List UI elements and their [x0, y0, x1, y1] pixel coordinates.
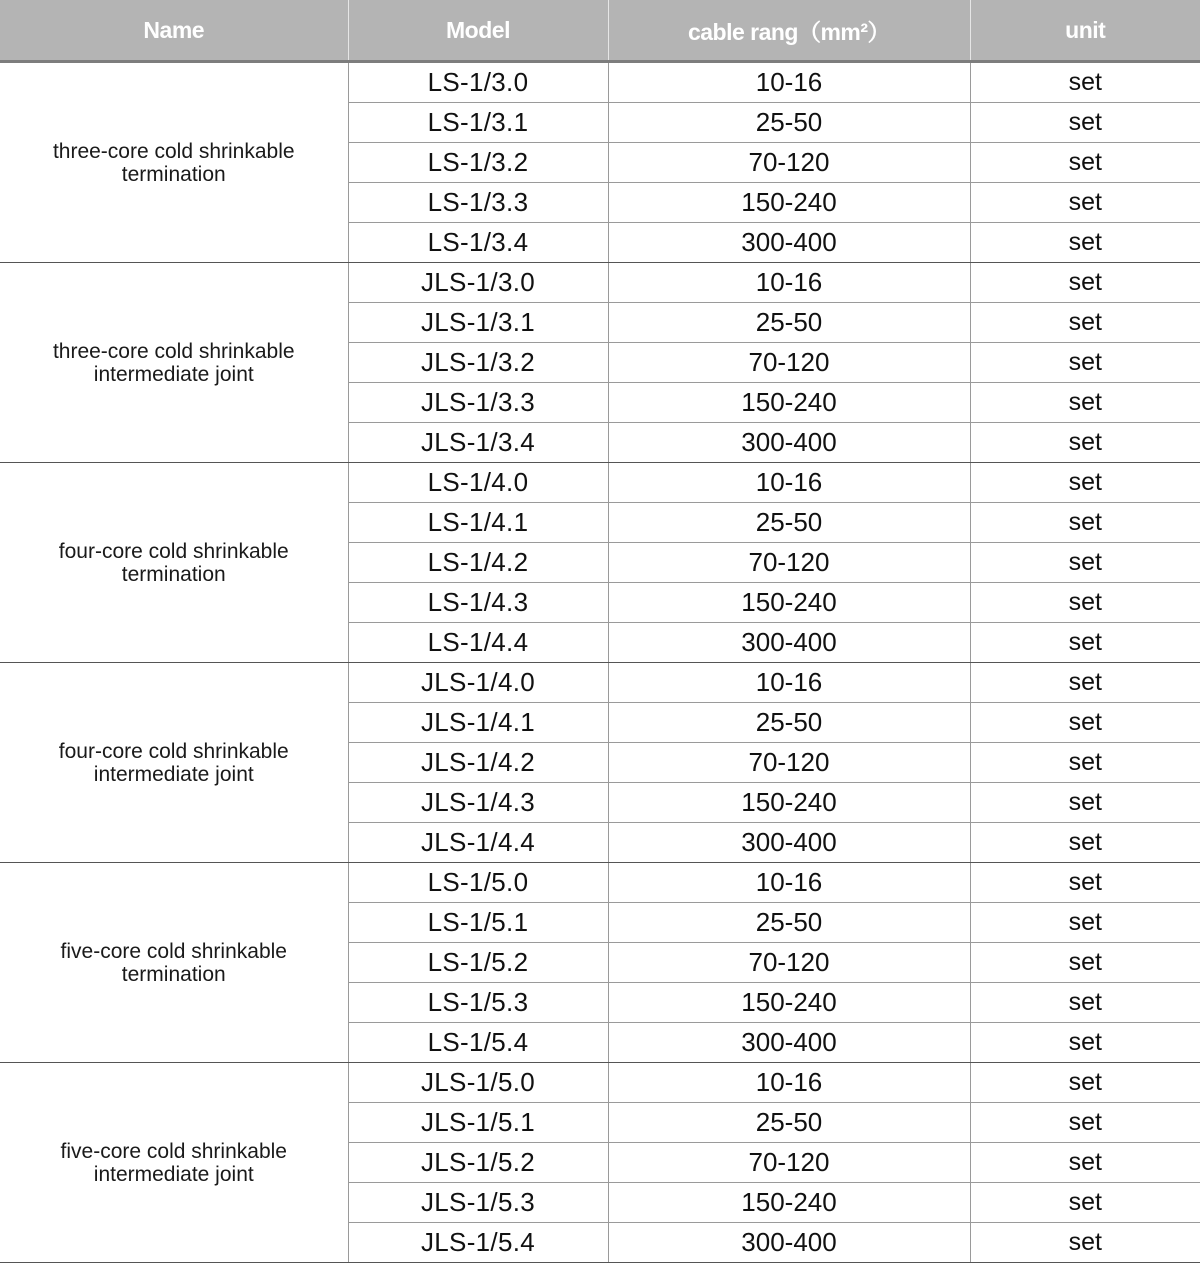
cable-range-cell: 70-120 — [608, 943, 970, 983]
table-row — [0, 62, 1200, 103]
unit-cell: set — [970, 943, 1200, 983]
unit-cell: set — [970, 183, 1200, 223]
model-cell: LS-1/4.1 — [348, 503, 608, 543]
cable-range-cell: 25-50 — [608, 703, 970, 743]
unit-cell: set — [970, 463, 1200, 503]
unit-cell: set — [970, 503, 1200, 543]
cable-range-cell: 150-240 — [608, 783, 970, 823]
product-name-cell — [0, 263, 348, 463]
unit-cell: set — [970, 1103, 1200, 1143]
unit-cell: set — [970, 823, 1200, 863]
table-row — [0, 663, 1200, 703]
model-cell: JLS-1/4.4 — [348, 823, 608, 863]
model-cell: JLS-1/3.3 — [348, 383, 608, 423]
unit-cell: set — [970, 903, 1200, 943]
cable-range-cell: 150-240 — [608, 983, 970, 1023]
unit-cell: set — [970, 1063, 1200, 1103]
unit-cell: set — [970, 223, 1200, 263]
model-cell: JLS-1/3.4 — [348, 423, 608, 463]
product-name-cell — [0, 663, 348, 863]
product-name-cell — [0, 1063, 348, 1263]
cable-range-cell: 150-240 — [608, 383, 970, 423]
model-cell: LS-1/5.1 — [348, 903, 608, 943]
model-cell: LS-1/3.1 — [348, 103, 608, 143]
unit-cell: set — [970, 1023, 1200, 1063]
cable-range-cell: 150-240 — [608, 1183, 970, 1223]
cable-range-cell: 10-16 — [608, 62, 970, 103]
unit-cell: set — [970, 623, 1200, 663]
unit-cell: set — [970, 703, 1200, 743]
unit-cell: set — [970, 1143, 1200, 1183]
header-model: Model — [348, 0, 608, 62]
unit-cell: set — [970, 863, 1200, 903]
cable-range-cell: 25-50 — [608, 103, 970, 143]
unit-cell: set — [970, 583, 1200, 623]
table-row — [0, 1063, 1200, 1103]
model-cell: LS-1/5.4 — [348, 1023, 608, 1063]
cable-range-cell: 300-400 — [608, 623, 970, 663]
header-cable-range: cable rang（mm²） — [608, 0, 970, 62]
cable-range-cell: 70-120 — [608, 343, 970, 383]
unit-cell: set — [970, 1223, 1200, 1263]
cable-range-cell: 10-16 — [608, 663, 970, 703]
model-cell: JLS-1/4.1 — [348, 703, 608, 743]
model-cell: LS-1/5.0 — [348, 863, 608, 903]
cable-range-cell: 10-16 — [608, 263, 970, 303]
cable-range-cell: 70-120 — [608, 143, 970, 183]
model-cell: LS-1/3.3 — [348, 183, 608, 223]
unit-cell: set — [970, 543, 1200, 583]
product-name: five-core cold shrinkable termination — [60, 939, 287, 986]
model-cell: LS-1/4.2 — [348, 543, 608, 583]
product-name: five-core cold shrinkable intermediate joint — [60, 1139, 287, 1186]
model-cell: JLS-1/5.0 — [348, 1063, 608, 1103]
product-name-cell — [0, 463, 348, 663]
model-cell: JLS-1/5.4 — [348, 1223, 608, 1263]
cable-range-cell: 300-400 — [608, 1023, 970, 1063]
header-name: Name — [0, 0, 348, 62]
header-row — [0, 0, 1200, 62]
table-row — [0, 863, 1200, 903]
unit-cell: set — [970, 383, 1200, 423]
model-cell: LS-1/3.0 — [348, 62, 608, 103]
header-unit: unit — [970, 0, 1200, 62]
unit-cell: set — [970, 303, 1200, 343]
unit-cell: set — [970, 983, 1200, 1023]
unit-cell: set — [970, 62, 1200, 103]
model-cell: JLS-1/4.3 — [348, 783, 608, 823]
product-name-cell — [0, 62, 348, 263]
product-name: three-core cold shrinkable intermediate joint — [52, 339, 295, 386]
unit-cell: set — [970, 1183, 1200, 1223]
model-cell: JLS-1/5.3 — [348, 1183, 608, 1223]
cable-range-cell: 70-120 — [608, 1143, 970, 1183]
unit-cell: set — [970, 143, 1200, 183]
model-cell: LS-1/3.2 — [348, 143, 608, 183]
table-row — [0, 263, 1200, 303]
table-body — [0, 62, 1200, 1263]
cable-range-cell: 25-50 — [608, 503, 970, 543]
model-cell: JLS-1/4.0 — [348, 663, 608, 703]
unit-cell: set — [970, 343, 1200, 383]
unit-cell: set — [970, 783, 1200, 823]
cable-range-cell: 25-50 — [608, 1103, 970, 1143]
cable-range-cell: 10-16 — [608, 1063, 970, 1103]
cable-range-cell: 300-400 — [608, 223, 970, 263]
cable-range-cell: 300-400 — [608, 1223, 970, 1263]
model-cell: LS-1/5.3 — [348, 983, 608, 1023]
model-cell: LS-1/5.2 — [348, 943, 608, 983]
unit-cell: set — [970, 423, 1200, 463]
cable-range-cell: 10-16 — [608, 863, 970, 903]
product-name: four-core cold shrinkable termination — [58, 539, 289, 586]
model-cell: JLS-1/3.2 — [348, 343, 608, 383]
unit-cell: set — [970, 663, 1200, 703]
table-header — [0, 0, 1200, 62]
model-cell: LS-1/3.4 — [348, 223, 608, 263]
model-cell: LS-1/4.0 — [348, 463, 608, 503]
unit-cell: set — [970, 103, 1200, 143]
cable-range-cell: 70-120 — [608, 543, 970, 583]
model-cell: JLS-1/4.2 — [348, 743, 608, 783]
cable-range-cell: 70-120 — [608, 743, 970, 783]
cable-range-cell: 10-16 — [608, 463, 970, 503]
cable-range-cell: 300-400 — [608, 823, 970, 863]
product-name: three-core cold shrinkable termination — [52, 139, 295, 186]
table-row — [0, 463, 1200, 503]
model-cell: JLS-1/5.1 — [348, 1103, 608, 1143]
unit-cell: set — [970, 263, 1200, 303]
model-cell: JLS-1/3.1 — [348, 303, 608, 343]
model-cell: LS-1/4.3 — [348, 583, 608, 623]
cable-range-cell: 300-400 — [608, 423, 970, 463]
product-name: four-core cold shrinkable intermediate joint — [58, 739, 289, 786]
model-cell: JLS-1/3.0 — [348, 263, 608, 303]
model-cell: JLS-1/5.2 — [348, 1143, 608, 1183]
cable-range-cell: 25-50 — [608, 903, 970, 943]
cable-range-cell: 150-240 — [608, 183, 970, 223]
model-cell: LS-1/4.4 — [348, 623, 608, 663]
unit-cell: set — [970, 743, 1200, 783]
product-name-cell — [0, 863, 348, 1063]
cable-range-cell: 150-240 — [608, 583, 970, 623]
cable-range-cell: 25-50 — [608, 303, 970, 343]
